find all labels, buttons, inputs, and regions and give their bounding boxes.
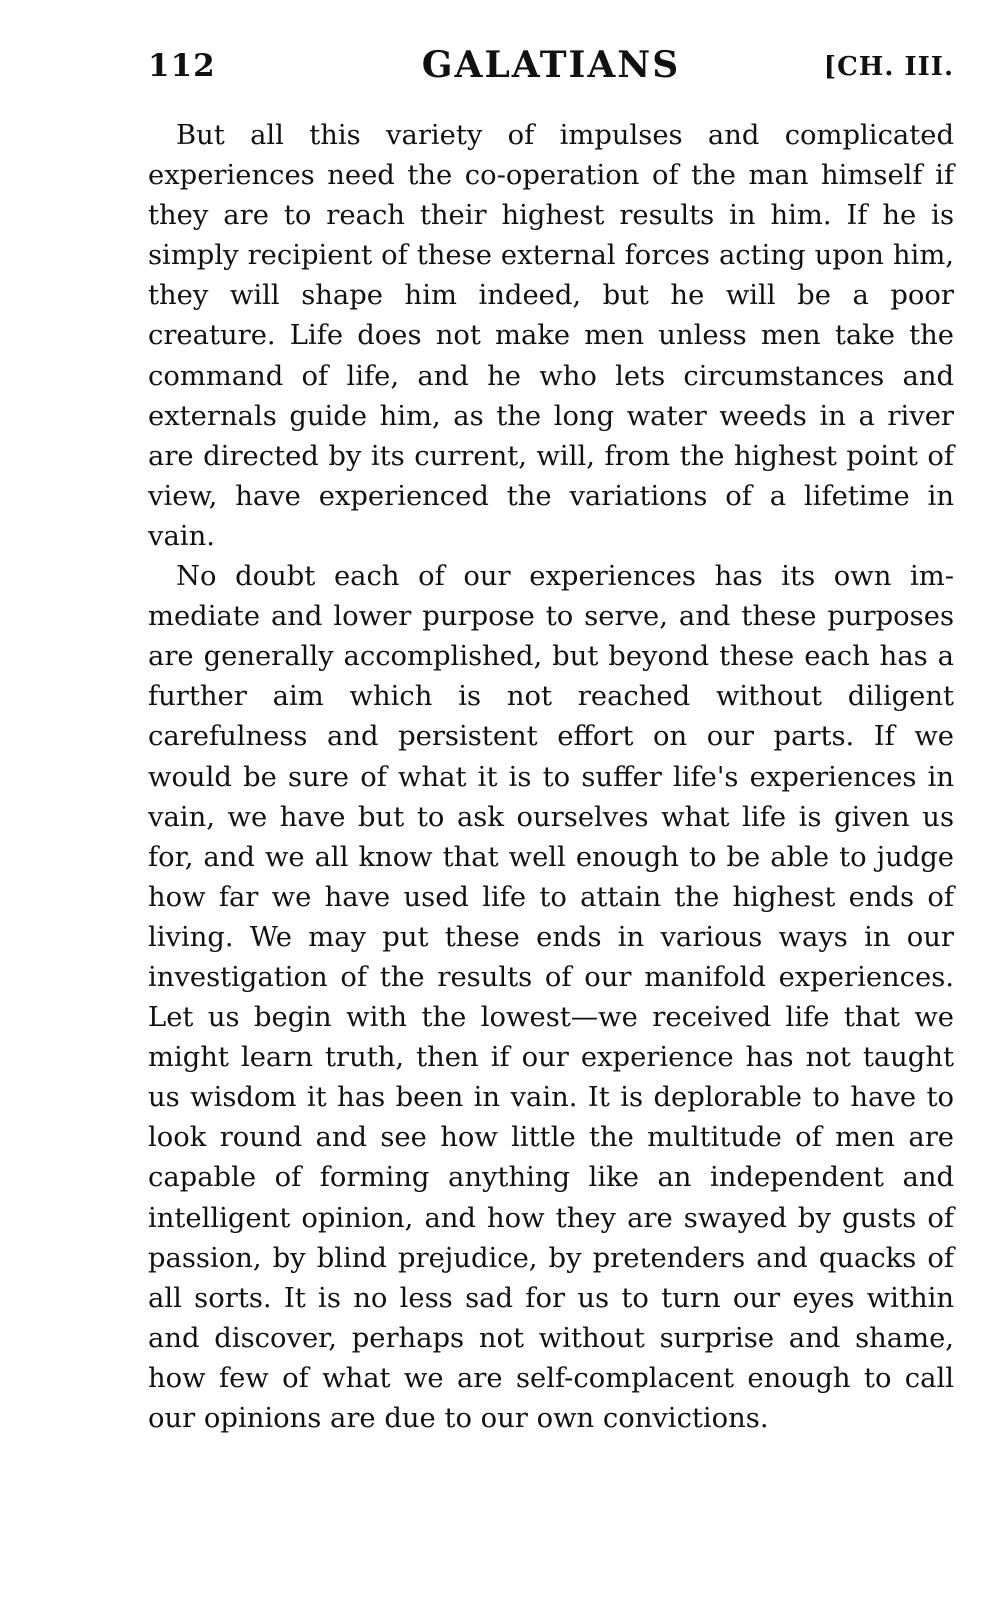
body-text: [148, 116, 954, 1439]
chapter-marker: [CH. III.: [823, 52, 954, 82]
paragraph-2: No doubt each of our experiences has its own immediate and lower purpose to serve, and these purposes are generally accomplished, but beyond these each has a further aim which is not reached without diligent carefulness and persistent effort on our parts. If we would be sure of what it is to suffer life's experiences in vain, we have but to ask ourselves what life is given us for, and we all know that well enough to be able to judge how far we have used life to attain the highest ends of living. We may put these ends in various ways in our investigation of the results of our manifold experiences. Let us begin with the lowest—we received life that we might learn truth, then if our experience has not taught us wisdom it has been in vain. It is deplorable to have to look round and see how little the multitude of men are capable of forming anything like an independent and intelligent opinion, and how they are swayed by gusts of passion, by blind prejudice, by pretenders and quacks of all sorts. It is no less sad for us to turn our eyes within and discover, perhaps not without surprise and shame, how few of what we are self-complacent enough to call our opinions are due to our own convictions.: [148, 561, 954, 1434]
page-number: 112: [148, 48, 216, 84]
paragraph-1: But all this variety of impulses and complicated experiences need the co-operation of the man himself if they are to reach their highest results in him. If he is simply recipient of these external forces acting upon him, they will shape him indeed, but he will be a poor creature. Life does not make men unless men take the command of life, and he who lets circumstances and externals guide him, as the long water weeds in a river are directed by its current, will, from the highest point of view, have experienced the variations of a lifetime in vain.: [148, 120, 954, 552]
running-title: GALATIANS: [421, 44, 681, 86]
running-head: [148, 44, 954, 90]
